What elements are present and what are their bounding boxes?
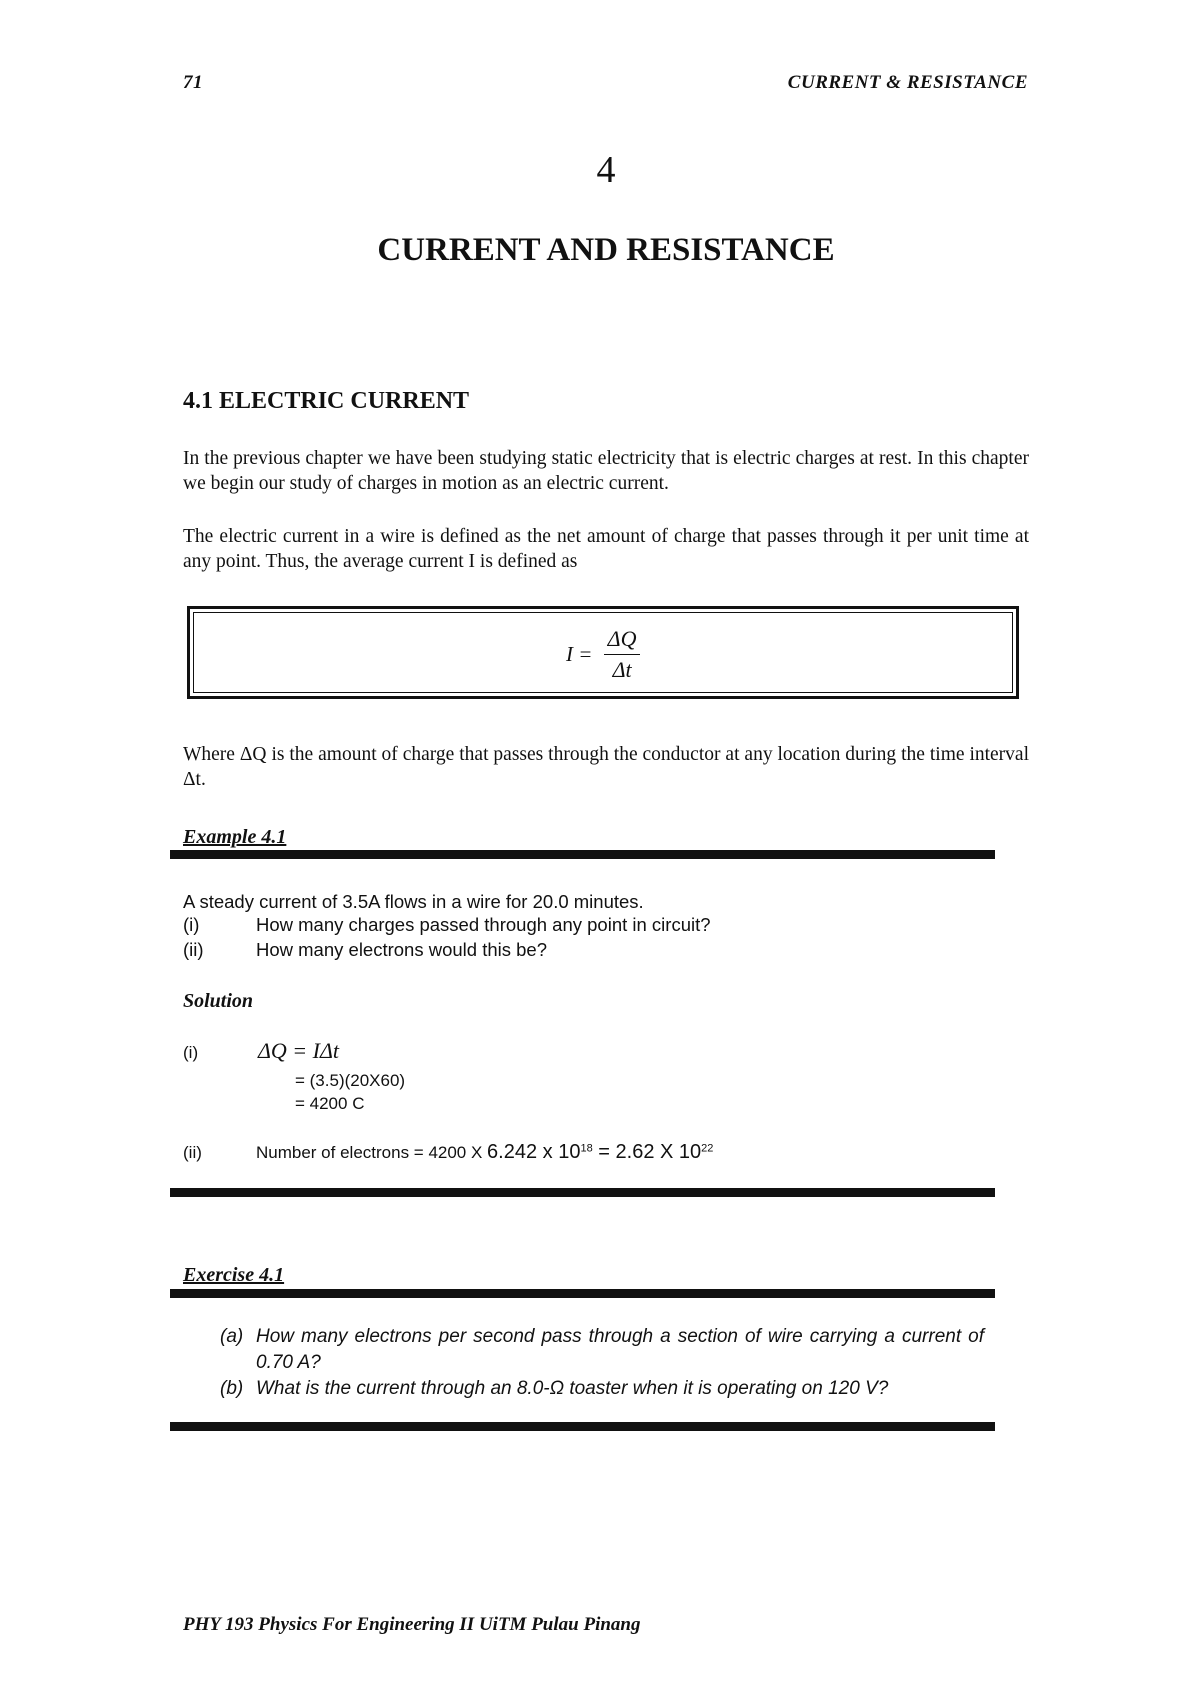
- solution-2-exponent-1: 18: [580, 1142, 593, 1155]
- formula-lhs: I =: [566, 642, 593, 666]
- exercise-bottom-rule: [170, 1422, 995, 1431]
- exercise-item-text: What is the current through an 8.0-Ω toaster when it is operating on 120 V?: [256, 1378, 889, 1399]
- question-marker: (ii): [183, 939, 204, 960]
- formula-denominator: Δt: [612, 657, 632, 682]
- page-number: 71: [183, 72, 203, 93]
- exercise-top-rule: [170, 1289, 995, 1298]
- page-footer: PHY 193 Physics For Engineering II UiTM Pulau Pinang: [183, 1614, 641, 1635]
- solution-2-exponent-2: 22: [701, 1142, 714, 1155]
- chapter-title: CURRENT AND RESISTANCE: [377, 232, 835, 268]
- exercise-item-marker: (a): [220, 1326, 244, 1347]
- intro-paragraph: In the previous chapter we have been studying static electricity that is electric charges at rest. In this chapter we begin our study of charges in motion as an electric current.: [183, 448, 1029, 494]
- solution-2-result: = 2.62 X 10: [592, 1141, 702, 1163]
- question-marker: (i): [183, 914, 200, 935]
- solution-label: Solution: [183, 990, 254, 1012]
- question-text: How many electrons would this be?: [256, 939, 548, 960]
- formula-explanation: Where ΔQ is the amount of charge that passes through the conductor at any location during the time interval Δt.: [183, 744, 1029, 790]
- example-bottom-rule: [170, 1188, 995, 1197]
- section-title: 4.1 ELECTRIC CURRENT: [183, 388, 470, 414]
- solution-2-marker: (ii): [183, 1143, 202, 1162]
- exercise-item-text: How many electrons per second pass through a section of wire carrying a current of 0.70 A?: [256, 1326, 984, 1373]
- solution-1-step: = (3.5)(20X60): [295, 1071, 406, 1090]
- exercise-item-marker: (b): [220, 1378, 244, 1399]
- solution-2-prefix: Number of electrons = 4200 X: [256, 1143, 488, 1162]
- exercise-item: [220, 1376, 984, 1402]
- current-formula: [566, 626, 640, 683]
- exercise-label: Exercise 4.1: [183, 1264, 285, 1286]
- solution-2-factor: 6.242 x 10: [487, 1141, 581, 1163]
- solution-2-text: [256, 1141, 713, 1164]
- formula-numerator: ΔQ: [604, 626, 641, 655]
- example-problem: A steady current of 3.5A flows in a wire for 20.0 minutes.: [183, 891, 644, 912]
- example-label: Example 4.1: [183, 826, 287, 848]
- exercise-item: [220, 1324, 984, 1376]
- chapter-number: 4: [596, 149, 616, 191]
- solution-1-marker: (i): [183, 1043, 199, 1062]
- running-title: CURRENT & RESISTANCE: [787, 72, 1028, 93]
- example-top-rule: [170, 850, 995, 859]
- solution-1-result: = 4200 C: [295, 1094, 365, 1113]
- question-text: How many charges passed through any point in circuit?: [256, 914, 711, 935]
- formula-fraction: [604, 626, 641, 683]
- solution-1-equation: ΔQ = IΔt: [258, 1038, 339, 1063]
- definition-paragraph: The electric current in a wire is defined as the net amount of charge that passes through it per unit time at any point. Thus, the average current I is defined as: [183, 526, 1029, 572]
